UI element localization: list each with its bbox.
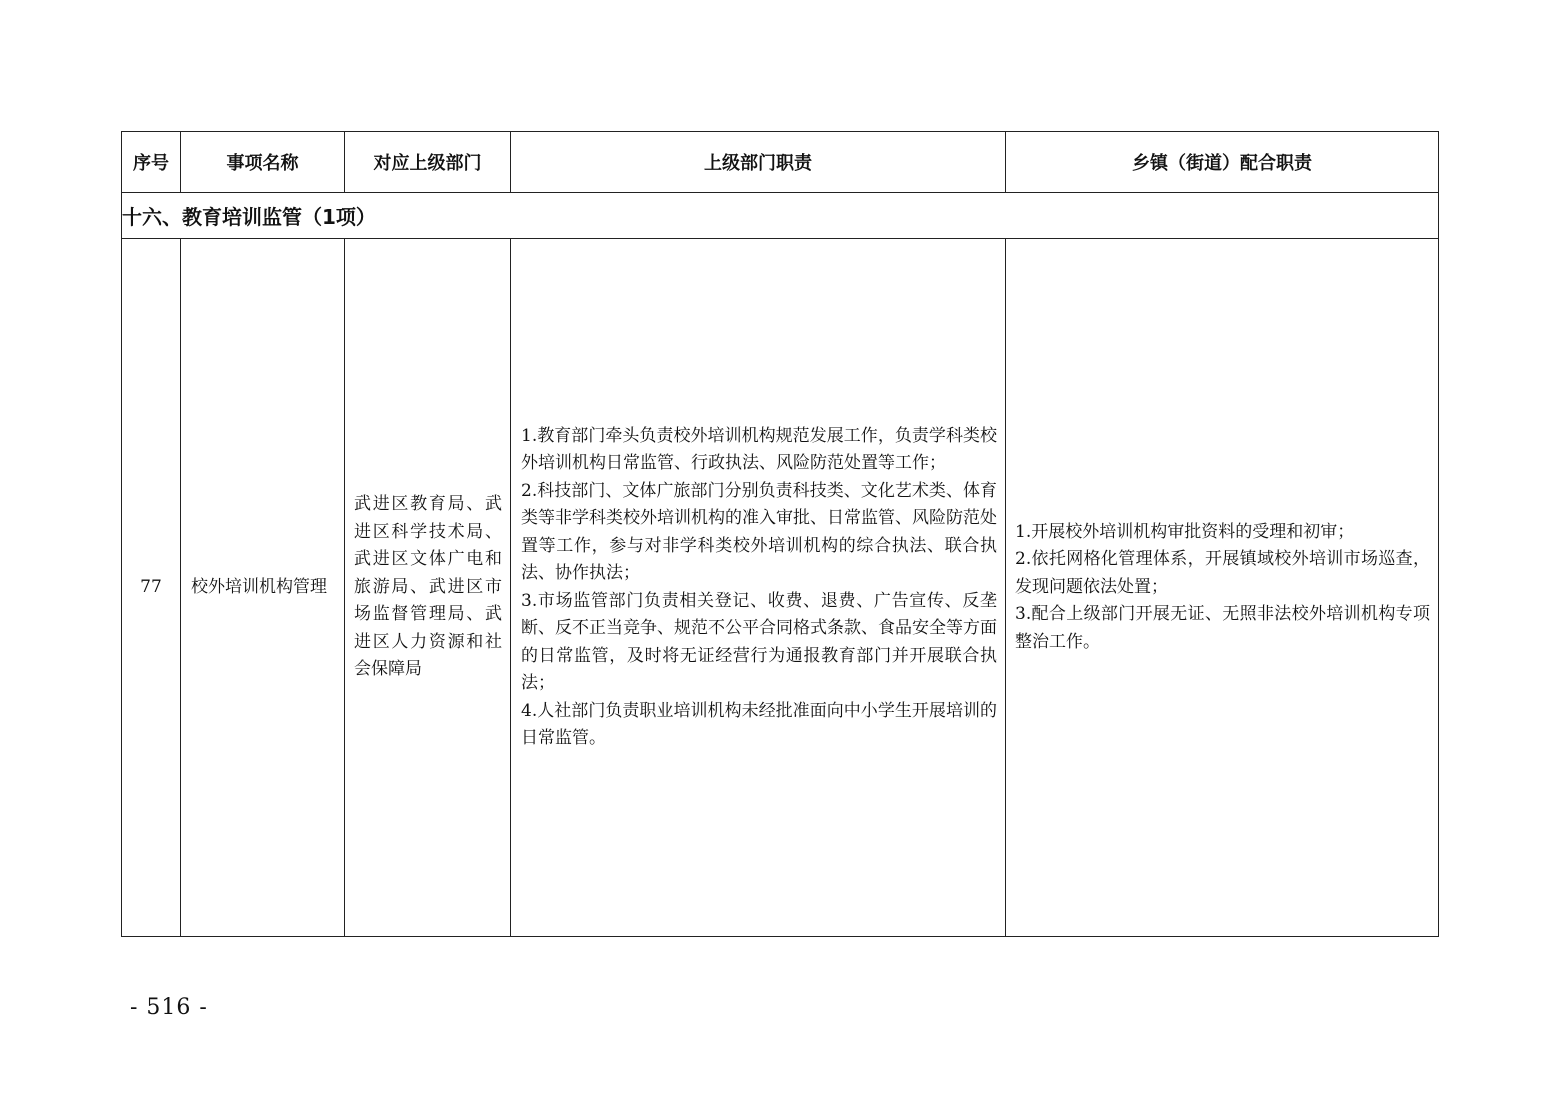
duty-item: 2.科技部门、文体广旅部门分别负责科技类、文化艺术类、体育类等非学科类校外培训机构的准入审批、日常监管、风险防范处置等工作，参与对非学科类校外培训机构的综合执法、联合执法、协作执法； [521, 480, 997, 583]
duty-item: 1.教育部门牵头负责校外培训机构规范发展工作，负责学科类校外培训机构日常监管、行政执法、风险防范处置等工作； [521, 425, 997, 473]
header-dept: 对应上级部门 [345, 132, 511, 193]
row-coop [1006, 239, 1439, 937]
row-dept: 武进区教育局、武进区科学技术局、武进区文体广电和旅游局、武进区市场监督管理局、武进区人力资源和社会保障局 [345, 239, 511, 937]
duty-item: 3.市场监管部门负责相关登记、收费、退费、广告宣传、反垄断、反不正当竞争、规范不公平合同格式条款、食品安全等方面的日常监管，及时将无证经营行为通报教育部门并开展联合执法； [521, 590, 997, 693]
header-row [122, 132, 1439, 193]
table-row [122, 239, 1439, 937]
coop-item: 2.依托网格化管理体系，开展镇域校外培训市场巡查，发现问题依法处置； [1015, 549, 1430, 597]
page-number: - 516 - [130, 995, 208, 1020]
row-item-name: 校外培训机构管理 [181, 239, 345, 937]
section-title: 十六、教育培训监管（1项） [122, 193, 1439, 239]
row-duties [511, 239, 1006, 937]
header-coop: 乡镇（街道）配合职责 [1006, 132, 1439, 193]
duty-table [121, 131, 1439, 937]
header-duties: 上级部门职责 [511, 132, 1006, 193]
coop-item: 3.配合上级部门开展无证、无照非法校外培训机构专项整治工作。 [1015, 604, 1430, 652]
row-seq: 77 [122, 239, 181, 937]
header-item-name: 事项名称 [181, 132, 345, 193]
coop-item: 1.开展校外培训机构审批资料的受理和初审； [1015, 521, 1355, 542]
header-seq: 序号 [122, 132, 181, 193]
duty-item: 4.人社部门负责职业培训机构未经批准面向中小学生开展培训的日常监管。 [521, 700, 997, 748]
section-row [122, 193, 1439, 239]
